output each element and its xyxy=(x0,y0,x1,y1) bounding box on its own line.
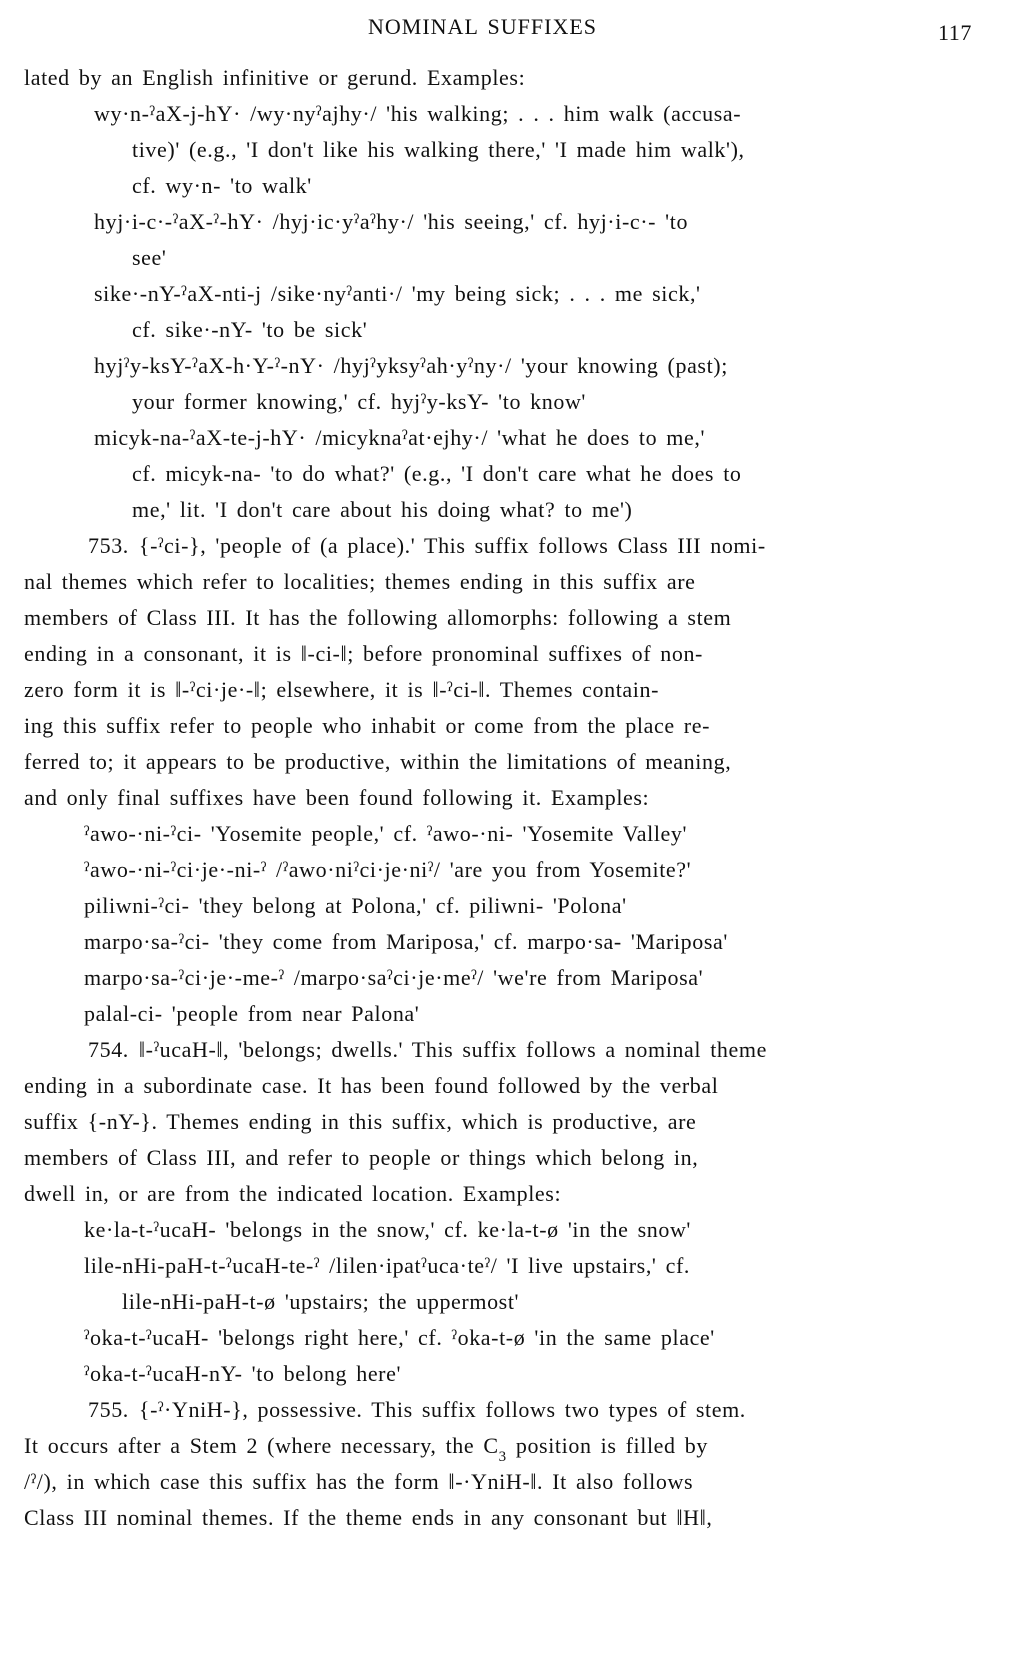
text-line xyxy=(24,780,992,816)
text-line xyxy=(24,420,992,456)
section-number: 755. xyxy=(88,1397,129,1422)
text-line xyxy=(24,1104,992,1140)
line-text: {-ˀ·YniH-}, possessive. This suffix follows two types of stem. xyxy=(138,1397,746,1422)
line-text: palal-ci- 'people from near Palona' xyxy=(84,1001,420,1026)
text-line xyxy=(24,240,992,276)
text-line xyxy=(24,1500,992,1536)
line-text: ‖-ˀucaH-‖, 'belongs; dwells.' This suffix follows a nominal theme xyxy=(138,1037,767,1062)
text-line xyxy=(24,924,992,960)
running-head: NOMINAL SUFFIXES xyxy=(368,14,598,39)
line-text: marpo·sa-ˀci·je·-me-ˀ /marpo·saˀci·je·meˀ/ 'we're from Mariposa' xyxy=(84,965,704,990)
line-text: suffix {-nY-}. Themes ending in this suffix, which is productive, are xyxy=(24,1109,697,1134)
line-text: {-ˀci-}, 'people of (a place).' This suffix follows Class III nomi- xyxy=(138,533,766,558)
subscript: 3 xyxy=(498,1449,507,1465)
line-text: ing this suffix refer to people who inhabit or come from the place re- xyxy=(24,713,711,738)
line-text: ˀoka-t-ˀucaH- 'belongs right here,' cf. ˀoka-t-ø 'in the same place' xyxy=(84,1325,715,1350)
line-text: hyjˀy-ksY-ˀaX-h·Y-ˀ-nY· /hyjˀyksyˀah·yˀny·/ 'your knowing (past); xyxy=(94,353,728,378)
text-line xyxy=(24,1212,992,1248)
line-text: dwell in, or are from the indicated location. Examples: xyxy=(24,1181,562,1206)
text-line xyxy=(24,1464,992,1500)
text-line xyxy=(24,456,992,492)
line-text: wy·n-ˀaX-j-hY· /wy·nyˀajhy·/ 'his walking; . . . him walk (accusa- xyxy=(94,101,742,126)
text-line xyxy=(24,492,992,528)
line-text: members of Class III, and refer to people or things which belong in, xyxy=(24,1145,699,1170)
text-line xyxy=(24,888,992,924)
line-text: members of Class III. It has the following allomorphs: following a stem xyxy=(24,605,732,630)
text-line xyxy=(24,384,992,420)
line-text: nal themes which refer to localities; themes ending in this suffix are xyxy=(24,569,696,594)
line-text: sike·-nY-ˀaX-nti-j /sike·nyˀanti·/ 'my being sick; . . . me sick,' xyxy=(94,281,701,306)
line-text: ˀawo-·ni-ˀci- 'Yosemite people,' cf. ˀawo-·ni- 'Yosemite Valley' xyxy=(84,821,688,846)
text-line xyxy=(24,1392,992,1428)
text-line xyxy=(24,1140,992,1176)
line-text: marpo·sa-ˀci- 'they come from Mariposa,' cf. marpo·sa- 'Mariposa' xyxy=(84,929,728,954)
line-text: ke·la-t-ˀucaH- 'belongs in the snow,' cf. ke·la-t-ø 'in the snow' xyxy=(84,1217,691,1242)
text-line xyxy=(24,564,992,600)
text-line xyxy=(24,600,992,636)
text-line xyxy=(24,1032,992,1068)
line-text: It occurs after a Stem 2 (where necessary, the C xyxy=(24,1433,499,1458)
page-number: 117 xyxy=(938,20,972,45)
text-line xyxy=(24,276,992,312)
text-line xyxy=(24,744,992,780)
line-text: Class III nominal themes. If the theme ends in any consonant but ‖H‖, xyxy=(24,1505,713,1530)
text-line xyxy=(24,60,992,96)
line-text: ferred to; it appears to be productive, within the limitations of meaning, xyxy=(24,749,732,774)
text-line xyxy=(24,1248,992,1284)
line-text: me,' lit. 'I don't care about his doing what? to me') xyxy=(132,497,633,522)
line-text: /ˀ/), in which case this suffix has the form ‖-·YniH-‖. It also follows xyxy=(24,1469,694,1494)
text-line xyxy=(24,1320,992,1356)
line-text: ˀawo-·ni-ˀci·je·-ni-ˀ /ˀawo·niˀci·je·niˀ/ 'are you from Yosemite?' xyxy=(84,857,692,882)
text-line xyxy=(24,348,992,384)
line-text: your former knowing,' cf. hyjˀy-ksY- 'to know' xyxy=(132,389,586,414)
line-text: piliwni-ˀci- 'they belong at Polona,' cf. piliwni- 'Polona' xyxy=(84,893,627,918)
page-body xyxy=(24,60,992,1536)
text-line xyxy=(24,1428,992,1464)
text-line xyxy=(24,636,992,672)
text-line xyxy=(24,1356,992,1392)
line-text-tail: position is filled by xyxy=(506,1433,708,1458)
text-line xyxy=(24,852,992,888)
text-line xyxy=(24,168,992,204)
line-text: hyj·i-c·-ˀaX-ˀ-hY· /hyj·ic·yˀaˀhy·/ 'his seeing,' cf. hyj·i-c·- 'to xyxy=(94,209,689,234)
line-text: zero form it is ‖-ˀci·je·-‖; elsewhere, it is ‖-ˀci-‖. Themes contain- xyxy=(24,677,660,702)
text-line xyxy=(24,528,992,564)
line-text: lile-nHi-paH-t-ø 'upstairs; the uppermost' xyxy=(122,1289,520,1314)
line-text: cf. micyk-na- 'to do what?' (e.g., 'I don't care what he does to xyxy=(132,461,742,486)
line-text: micyk-na-ˀaX-te-j-hY· /micyknaˀat·ejhy·/ 'what he does to me,' xyxy=(94,425,706,450)
line-text: lated by an English infinitive or gerund. Examples: xyxy=(24,65,526,90)
text-line xyxy=(24,96,992,132)
line-text: cf. wy·n- 'to walk' xyxy=(132,173,312,198)
line-text: ˀoka-t-ˀucaH-nY- 'to belong here' xyxy=(84,1361,402,1386)
line-text: see' xyxy=(132,245,167,270)
page-header xyxy=(0,12,1011,45)
line-text: tive)' (e.g., 'I don't like his walking there,' 'I made him walk'), xyxy=(132,137,745,162)
text-line xyxy=(24,204,992,240)
text-line xyxy=(24,312,992,348)
text-line xyxy=(24,996,992,1032)
line-text: cf. sike·-nY- 'to be sick' xyxy=(132,317,368,342)
section-number: 754. xyxy=(88,1037,129,1062)
section-number: 753. xyxy=(88,533,129,558)
line-text: and only final suffixes have been found following it. Examples: xyxy=(24,785,650,810)
text-line xyxy=(24,1068,992,1104)
text-line xyxy=(24,708,992,744)
line-text: ending in a subordinate case. It has been found followed by the verbal xyxy=(24,1073,719,1098)
text-line xyxy=(24,1176,992,1212)
text-line xyxy=(24,960,992,996)
text-line xyxy=(24,816,992,852)
text-line xyxy=(24,132,992,168)
text-line xyxy=(24,1284,992,1320)
text-line xyxy=(24,672,992,708)
line-text: lile-nHi-paH-t-ˀucaH-te-ˀ /lilen·ipatˀuca·teˀ/ 'I live upstairs,' cf. xyxy=(84,1253,690,1278)
line-text: ending in a consonant, it is ‖-ci-‖; before pronominal suffixes of non- xyxy=(24,641,703,666)
